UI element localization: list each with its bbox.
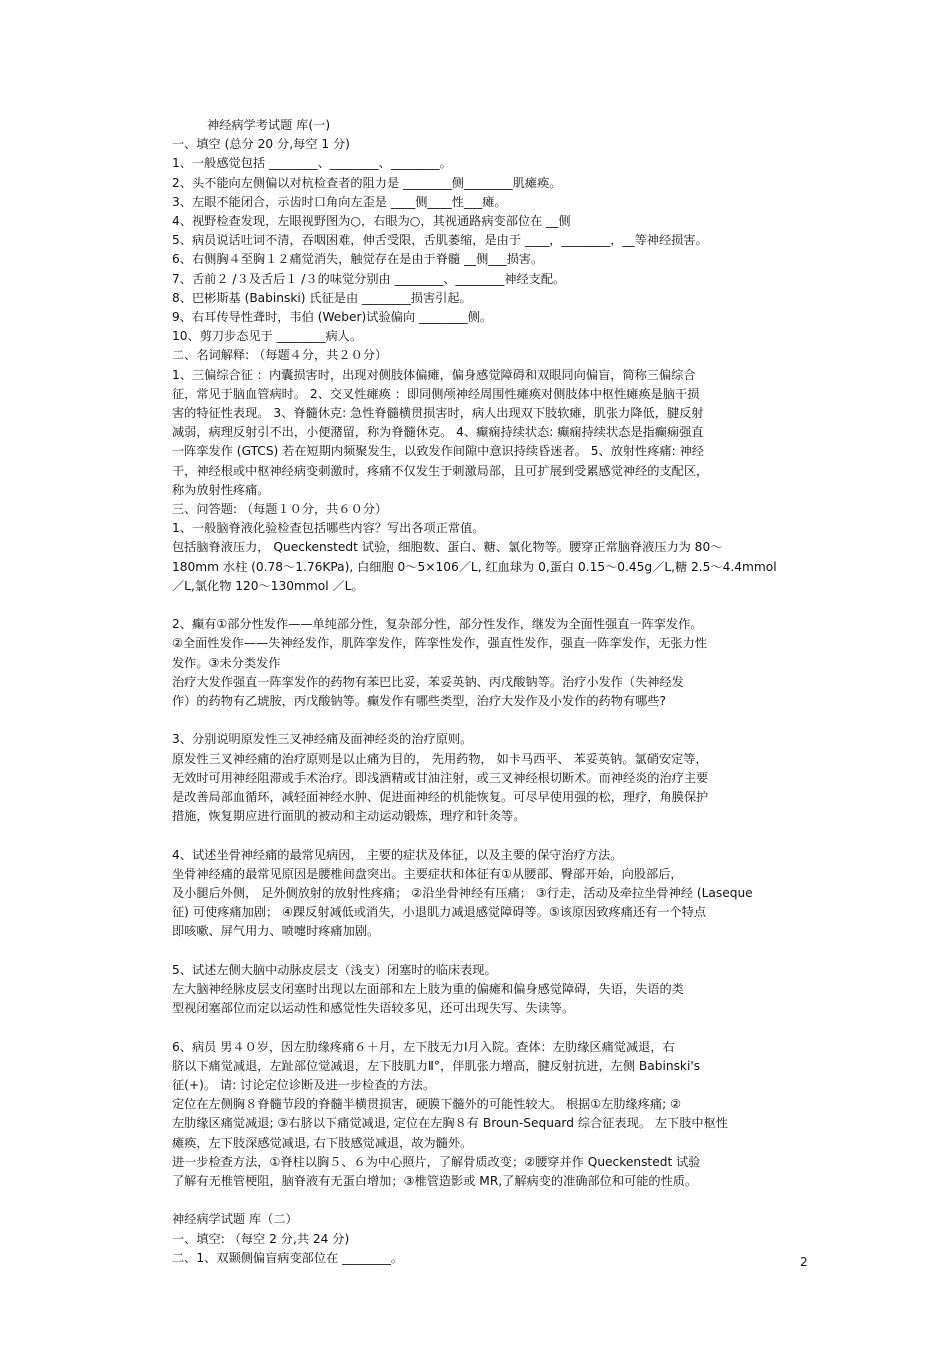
text-line: 称为放射性疼痛。 <box>172 482 270 497</box>
text-line: 5、病员说话吐词不清，吞咽困难，伸舌受限，舌肌萎缩，是由于 ____，________，__等神经损害。 <box>172 233 708 248</box>
text-line: 征，常见于脑血管病时。 2、交叉性瘫痪 ：即同侧颅神经周围性瘫痪对侧肢体中枢性瘫痪是脑干损 <box>172 386 700 401</box>
text-line: 无效时可用神经阻滞或手术治疗。即浅酒精或甘油注射，或三叉神经根切断术。而神经炎的治疗主要 <box>172 770 709 785</box>
text-line: 原发性三叉神经痛的治疗原则是以止痛为目的， 先用药物， 如卡马西平、 苯妥英钠。氯硝安定等， <box>172 751 708 766</box>
text-line: 6、右侧胸４至胸１２痛觉消失，触觉存在是由于脊髓 __侧___损害。 <box>172 252 544 267</box>
text-line: 进一步检查方法，①脊柱以胸５、６为中心照片，了解骨质改变；②腰穿并作 Queckenstedt 试验 <box>172 1154 701 1169</box>
text-line: 包括脑脊液压力， Queckenstedt 试验，细胞数、蛋白、糖、氯化物等。腰穿正常脑脊液压力为 80～ <box>172 540 723 555</box>
doc-title: 神经病学考试题 库(一) <box>207 118 331 132</box>
text-line: 坐骨神经痛的最常见原因是腰椎间盘突出。主要症状和体征有①从腰部、臀部开始，向股部后， <box>172 866 683 881</box>
text-line: 10、剪刀步态见于 ________病人。 <box>172 329 363 344</box>
text-line: 是改善局部血循环，减轻面神经水肿、促进面神经的机能恢复。可尽早使用强的松，理疗，角膜保护 <box>172 790 709 804</box>
text-line: 3、左眼不能闭合，示齿时口角向左歪是 ____侧____性___瘫。 <box>172 194 507 209</box>
text-line: 发作。③未分类发作 <box>172 655 281 670</box>
text-line: 三、问答题: （每题１０分，共６０分） <box>172 502 388 516</box>
text-line: 2、癫有①部分性发作——单纯部分性，复杂部分性，部分性发作，继发为全面性强直一阵挛发作。 <box>172 617 703 632</box>
text-line: 3、分别说明原发性三叉神经痛及面神经炎的治疗原则。 <box>172 732 473 747</box>
text-line: 一阵挛发作 (GTCS) 若在短期内频聚发生，以致发作间隙中意识持续昏迷者。 5、放射性疼痛: 神经 <box>172 444 704 459</box>
text-line: 1、一般脑脊液化验检查包括哪些内容？写出各项正常值。 <box>172 521 485 536</box>
text-line: 及小腿后外侧， 足外侧放射的放射性疼痛； ②沿坐骨神经有压痛； ③行走，活动及牵拉坐骨神经 (Laseque <box>172 886 753 900</box>
text-line: 作）的药物有乙琥胺，丙戊酸钠等。癫发作有哪些类型，治疗大发作及小发作的药物有哪些? <box>172 694 666 708</box>
text-line: 180mm 水柱 (0.78～1.76KPa), 白细胞 0～5×106／L, 红血球为 0,蛋白 0.15～0.45g／L,糖 2.5～4.4mmol <box>172 559 777 574</box>
text-line: 了解有无椎管梗阻，脑脊液有无蛋白增加；③椎管造影或 MR,了解病变的准确部位和可能的性质。 <box>172 1174 698 1188</box>
text-line: 定位在左侧胸８脊髓节段的脊髓半横贯损害，硬膜下髓外的可能性较大。 根据①左肋缘疼痛; ② <box>172 1097 682 1112</box>
text-line: 型视闭塞部位而定以运动性和感觉性失语较多见，还可出现失写、失读等。 <box>172 1001 575 1016</box>
text-line: 一、填空: （每空 2 分,共 24 分) <box>172 1231 350 1246</box>
text-line: 瘫痪，左下肢深感觉减退, 右下肢感觉减退，故为髓外。 <box>172 1135 473 1150</box>
text-line: 措施，恢复期应进行面肌的被动和主动运动锻炼，理疗和针灸等。 <box>172 809 526 824</box>
text-line: 5、试述左侧大脑中动脉皮层支（浅支）闭塞时的临床表现。 <box>172 962 497 977</box>
text-line: 征(+)。 请: 讨论定位诊断及进一步检查的方法。 <box>172 1078 436 1092</box>
text-line: ②全面性发作——失神经发作，肌阵挛发作，阵挛性发作，强直性发作，强直一阵挛发作，无张力性 <box>172 636 707 651</box>
text-line: 1、三偏综合征 ：内囊损害时，出现对侧肢体偏瘫，偏身感觉障碍和双眼同向偏盲，简称三偏综合 <box>172 367 696 382</box>
text-line: 害的特征性表现。 3、脊髓休克: 急性脊髓横贯损害时，病人出现双下肢软瘫，肌张力降低，腱反射 <box>172 406 704 420</box>
text-line: 2、头不能向左侧偏以对杭检查者的阻力是 ________侧________肌瘫痪。 <box>172 175 562 190</box>
text-line: 左肋缘区痛觉减退; ③右脐以下痛觉减退, 定位在左胸８有 Broun-Sequard 综合征表现。 左下肢中枢性 <box>172 1116 728 1131</box>
text-line: 即咳嗽、屏气用力、喷嚏时疼痛加剧。 <box>172 924 380 939</box>
text-line: 左大脑神经脉皮层支闭塞时出现以左面部和左上肢为重的偏瘫和偏身感觉障碍，失语，失语的类 <box>172 982 684 996</box>
text-line: 4、试述坐骨神经痛的最常见病因， 主要的症状及体征，以及主要的保守治疗方法。 <box>172 847 623 862</box>
text-line: 干，神经根或中枢神经病变刺激时，疼痛不仅发生于刺激局部，且可扩展到受累感觉神经的支配区， <box>172 463 709 478</box>
page-number: 2 <box>800 1255 808 1269</box>
text-line: 6、病员 男４０岁，因左肋缘疼痛６＋月，左下肢无力Ⅰ月入院。查体：左肋缘区痛觉减退，右 <box>172 1039 675 1054</box>
text-line: 一、填空 (总分 20 分,每空 1 分) <box>172 137 350 152</box>
text-line: ／L,氯化物 120～130mmol ／L。 <box>172 578 364 593</box>
text-line: 8、巴彬斯基 (Babinski) 氏征是由 ________损害引起。 <box>172 290 472 305</box>
text-line: 治疗大发作强直一阵挛发作的药物有苯巴比妥，苯妥英钠、丙戊酸钠等。治疗小发作（失神经发 <box>172 674 684 689</box>
text-line: 1、一般感觉包括 ________、________、________。 <box>172 156 452 171</box>
text-line: 二、名词解释: （每题４分，共２０分） <box>172 348 388 363</box>
text-line: 征) 可使疼痛加剧； ④踝反射减低或消失，小退肌力减退感觉障碍等。⑤该原因致疼痛还有一个特点 <box>172 905 707 920</box>
text-line: 脐以下痛觉减退，左趾部位觉减退，左下肢肌力Ⅱ°，伴肌张力增高，腱反射抗进，左侧 Babinski's <box>172 1058 701 1073</box>
text-line: 4、视野检查发现，左眼视野图为○，右眼为○，其视通路病变部位在 __侧 <box>172 214 571 228</box>
text-line: 神经病学试题 库（二） <box>172 1212 298 1227</box>
text-line: 7、舌前２ /３及舌后１ /３的味觉分别由 ________、________神经支配。 <box>172 271 566 286</box>
text-line: 二、1、双颞侧偏盲病变部位在 ________。 <box>172 1250 404 1265</box>
text-line: 减弱，病理反射引不出，小便潴留，称为脊髓休克。 4、癫痫持续状态: 癫痫持续状态是指癫痫强直 <box>172 425 704 440</box>
text-line: 9、右耳传导性聋时，韦伯 (Weber)试验偏向 ________侧。 <box>172 310 493 324</box>
